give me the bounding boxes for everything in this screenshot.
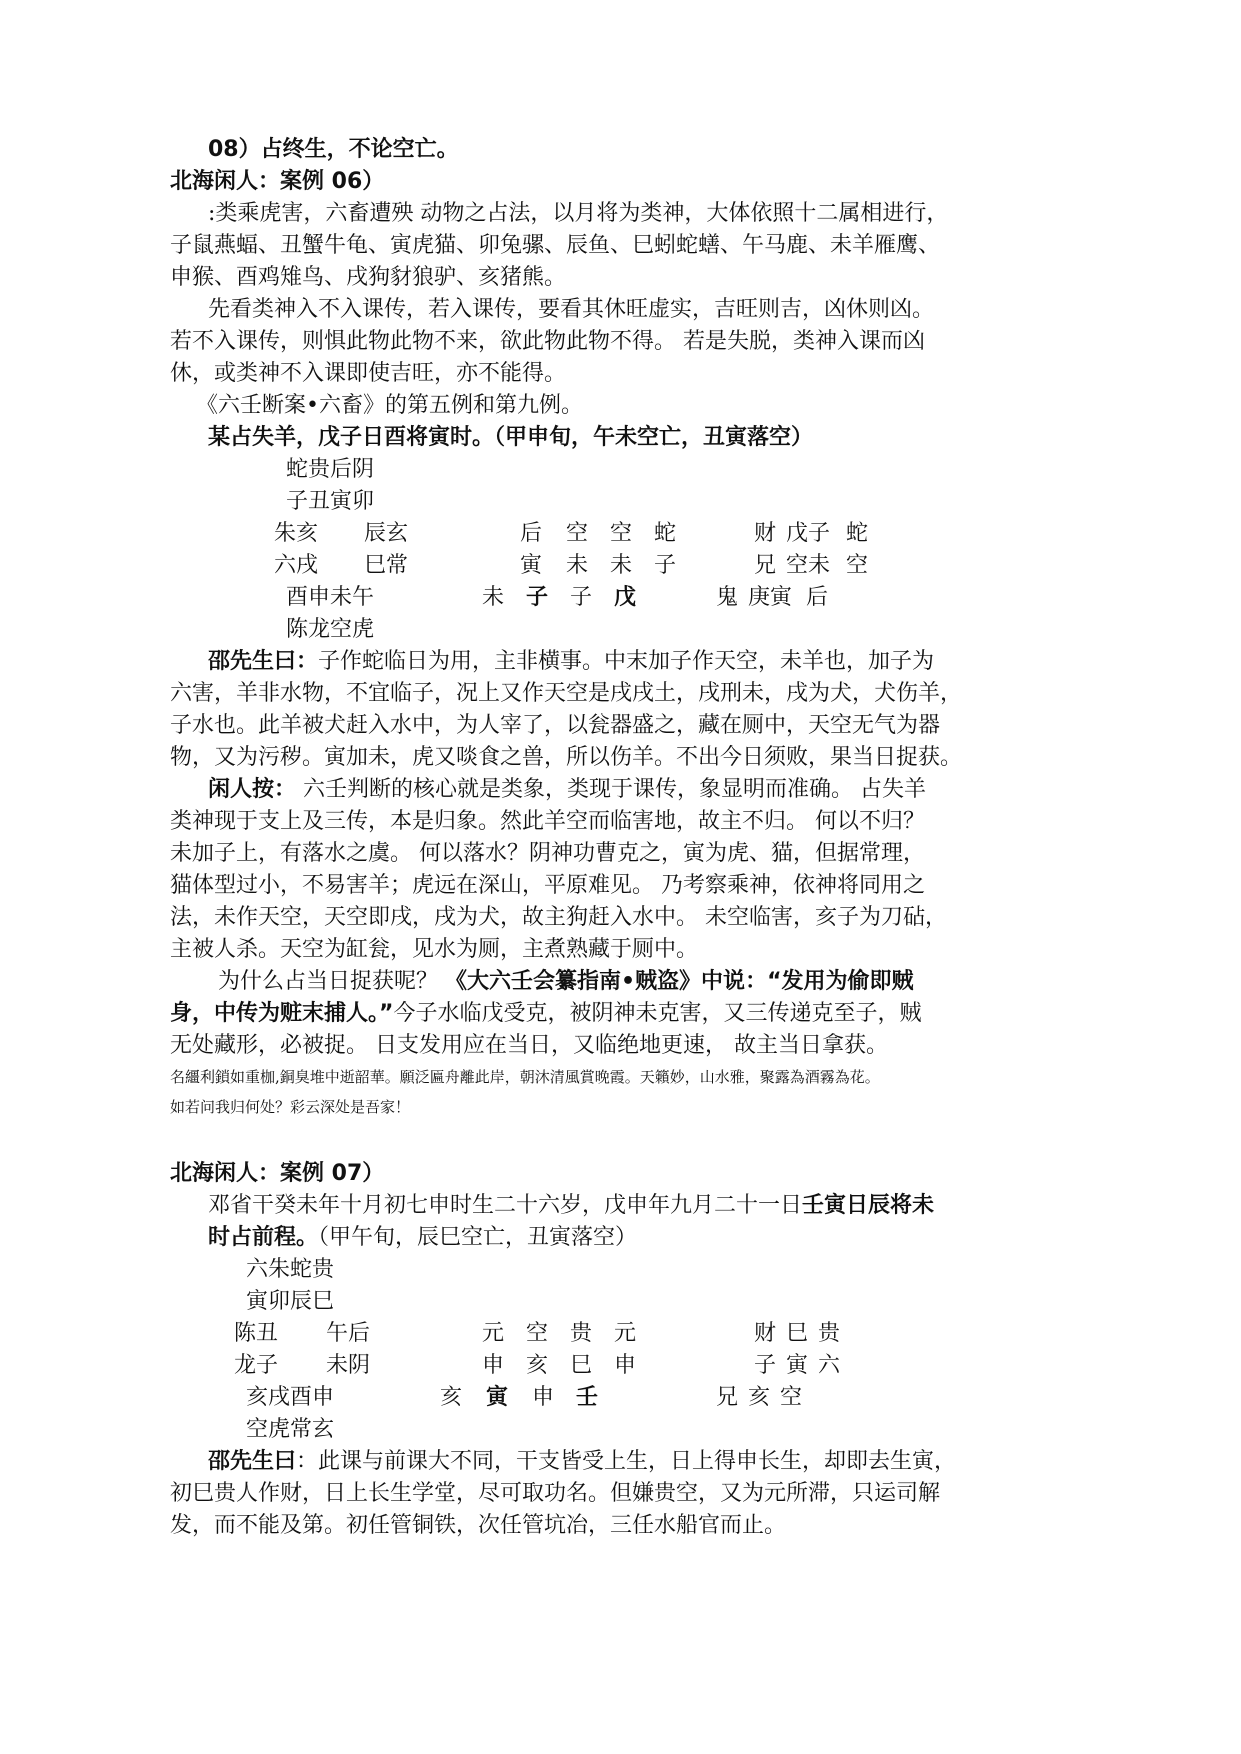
chart2-c2-1: 寅 bbox=[786, 1353, 809, 1378]
chart2-k2-0: 申 bbox=[482, 1353, 505, 1378]
chart1-c1-2: 蛇 bbox=[846, 521, 869, 546]
chart1-k1-1: 空 bbox=[566, 521, 589, 546]
chart1-c3-0: 鬼 bbox=[716, 585, 739, 610]
chart2-plate-right2: 未阴 bbox=[326, 1353, 371, 1378]
line-20: 闲人按： 六壬判断的核心就是类象，类现于课传，象显明而准确。 占失羊 bbox=[208, 777, 927, 802]
line-24: 法，未作天空，天空即戌，戌为犬，故主狗赶入水中。 未空临害，亥子为刀砧， bbox=[170, 905, 947, 930]
line-23: 猫体型过小，不易害羊；虎远在深山，平原难见。 乃考察乘神，依神将同用之 bbox=[170, 873, 925, 898]
chart2-k1-2: 贵 bbox=[570, 1321, 593, 1346]
chart2-k3-0: 亥 bbox=[440, 1385, 463, 1410]
chart1-plate-left1: 朱亥 bbox=[274, 521, 319, 546]
chart2-k2-2: 巳 bbox=[570, 1353, 593, 1378]
chart2-k3-1: 寅 bbox=[486, 1385, 509, 1410]
line-16: 邵先生曰：子作蛇临日为用，主非横事。中末加子作天空，未羊也，加子为 bbox=[208, 649, 935, 674]
chart1-c2-1: 空未 bbox=[786, 553, 831, 578]
chart2-c3-2: 空 bbox=[780, 1385, 803, 1410]
chart1-plate-row4: 酉申未午 bbox=[286, 585, 375, 610]
chart2-plate-top: 六朱蛇贵 bbox=[246, 1257, 335, 1282]
chart1-plate-left2: 六戌 bbox=[274, 553, 319, 578]
chart2-plate-left1: 陈丑 bbox=[234, 1321, 279, 1346]
chart1-plate-right1: 辰玄 bbox=[364, 521, 409, 546]
chart2-plate-right1: 午后 bbox=[326, 1321, 371, 1346]
chart2-k3-2: 申 bbox=[532, 1385, 555, 1410]
chart1-k2-2: 未 bbox=[610, 553, 633, 578]
line-17: 六害，羊非水物，不宜临子，况上又作天空是戌戌土，戌刑未，戌为犬，犬伤羊， bbox=[170, 681, 963, 706]
line-09: 《六壬断案•六畜》的第五例和第九例。 bbox=[196, 393, 583, 418]
chart1-k3-2: 子 bbox=[570, 585, 593, 610]
line-28: 无处藏形，必被捉。 日支发用应在当日，又临绝地更速， 故主当日拿获。 bbox=[170, 1033, 888, 1058]
chart1-k2-3: 子 bbox=[654, 553, 677, 578]
chart1-c2-0: 兄 bbox=[754, 553, 777, 578]
case-07-heading: 北海闲人：案例 07） bbox=[170, 1161, 385, 1186]
chart1-k3-3: 戊 bbox=[614, 585, 637, 610]
chart1-k2-1: 未 bbox=[566, 553, 589, 578]
chart2-c1-1: 巳 bbox=[786, 1321, 809, 1346]
line-03: :类乘虎害，六畜遭殃 动物之占法，以月将为类神，大体依照十二属相进行， bbox=[208, 201, 949, 226]
chart2-c3-0: 兄 bbox=[716, 1385, 739, 1410]
line-32: 邓省干癸未年十月初七申时生二十六岁，戊申年九月二十一日壬寅日辰将未 bbox=[208, 1193, 935, 1218]
line-39: 邵先生曰：此课与前课大不同，干支皆受上生，日上得申长生，却即去生寅， bbox=[208, 1449, 957, 1474]
chart2-plate-row4: 亥戌酉申 bbox=[246, 1385, 335, 1410]
chart2-plate-left2: 龙子 bbox=[234, 1353, 279, 1378]
line-19: 物，又为污秽。寅加未，虎又啖食之兽，所以伤羊。不出今日须败，果当日捉获。 bbox=[170, 745, 963, 770]
chart1-plate-right2: 巳常 bbox=[364, 553, 409, 578]
chart2-c2-2: 六 bbox=[818, 1353, 841, 1378]
poem-line-2: 如若问我归何处？彩云深处是吾家！ bbox=[170, 1098, 411, 1116]
line-01: 08）占终生，不论空亡。 bbox=[208, 137, 459, 162]
chart1-plate-bottom: 陈龙空虎 bbox=[286, 617, 375, 642]
line-33: 时占前程。（甲午旬，辰巳空亡，丑寅落空） bbox=[208, 1225, 638, 1250]
chart1-k1-0: 后 bbox=[520, 521, 543, 546]
line-27: 身，中传为赃末捕人。”今子水临戊受克，被阴神未克害，又三传递克至子，贼 bbox=[170, 1001, 922, 1026]
chart1-c1-0: 财 bbox=[754, 521, 777, 546]
line-26: 为什么占当日捉获呢？ 《大六壬会纂指南•贼盗》中说：“发用为偷即贼 bbox=[218, 969, 914, 994]
chart2-k2-1: 亥 bbox=[526, 1353, 549, 1378]
chart2-c3-1: 亥 bbox=[748, 1385, 771, 1410]
chart1-plate-top: 蛇贵后阴 bbox=[286, 457, 375, 482]
chart1-k3-0: 未 bbox=[482, 585, 505, 610]
chart1-c3-1: 庚寅 bbox=[748, 585, 793, 610]
chart1-c3-2: 后 bbox=[806, 585, 829, 610]
line-04: 子鼠燕蝠、丑蟹牛龟、寅虎猫、卯兔骡、辰鱼、巳蚓蛇蟮、午马鹿、未羊雁鹰、 bbox=[170, 233, 941, 258]
case-06-heading: 北海闲人：案例 06） bbox=[170, 169, 385, 194]
chart1-k3-1: 子 bbox=[526, 585, 549, 610]
line-41: 发，而不能及第。初任管铜铁，次任管坑冶，三任水船官而止。 bbox=[170, 1513, 787, 1538]
chart2-c1-0: 财 bbox=[754, 1321, 777, 1346]
chart2-plate-row1: 寅卯辰巳 bbox=[246, 1289, 335, 1314]
chart2-c1-2: 贵 bbox=[818, 1321, 841, 1346]
line-25: 主被人杀。天空为缸瓮，见水为厕，主煮熟藏于厕中。 bbox=[170, 937, 699, 962]
chart2-k1-0: 元 bbox=[482, 1321, 505, 1346]
chart1-k1-3: 蛇 bbox=[654, 521, 677, 546]
chart2-plate-bottom: 空虎常玄 bbox=[246, 1417, 335, 1442]
line-07: 若不入课传，则惧此物此物不来，欲此物此物不得。 若是失脱，类神入课而凶 bbox=[170, 329, 925, 354]
line-05: 申猴、酉鸡雉鸟、戌狗豺狼驴、亥猪熊。 bbox=[170, 265, 567, 290]
chart1-c1-1: 戊子 bbox=[786, 521, 831, 546]
poem-line-1: 名繮利鎖如重枷,銅臭堆中逝韶華。願泛匾舟離此岸，朝沐清風賞晚霞。天籟妙，山水雅，聚露為酒霧為花。 bbox=[170, 1068, 880, 1086]
line-21: 类神现于支上及三传，本是归象。然此羊空而临害地，故主不归。 何以不归？ bbox=[170, 809, 925, 834]
line-08: 休，或类神不入课即使吉旺，亦不能得。 bbox=[170, 361, 567, 386]
chart1-k1-2: 空 bbox=[610, 521, 633, 546]
chart2-k2-3: 申 bbox=[614, 1353, 637, 1378]
chart2-k3-3: 壬 bbox=[576, 1385, 599, 1410]
chart2-c2-0: 子 bbox=[754, 1353, 777, 1378]
line-22: 未加子上，有落水之虞。 何以落水？阴神功曹克之，寅为虎、猫，但据常理， bbox=[170, 841, 925, 866]
chart1-plate-row1: 子丑寅卯 bbox=[286, 489, 375, 514]
line-06: 先看类神入不入课传，若入课传，要看其休旺虚实，吉旺则吉，凶休则凶。 bbox=[208, 297, 935, 322]
chart1-k2-0: 寅 bbox=[520, 553, 543, 578]
chart1-c2-2: 空 bbox=[846, 553, 869, 578]
line-18: 子水也。此羊被犬赶入水中，为人宰了，以瓮器盛之，藏在厕中，天空无气为器 bbox=[170, 713, 941, 738]
chart2-k1-1: 空 bbox=[526, 1321, 549, 1346]
line-40: 初巳贵人作财，日上长生学堂，尽可取功名。但嫌贵空，又为元所滞，只运司解 bbox=[170, 1481, 941, 1506]
case-06-question: 某占失羊，戊子日酉将寅时。（甲申旬，午未空亡，丑寅落空） bbox=[208, 425, 814, 450]
chart2-k1-3: 元 bbox=[614, 1321, 637, 1346]
